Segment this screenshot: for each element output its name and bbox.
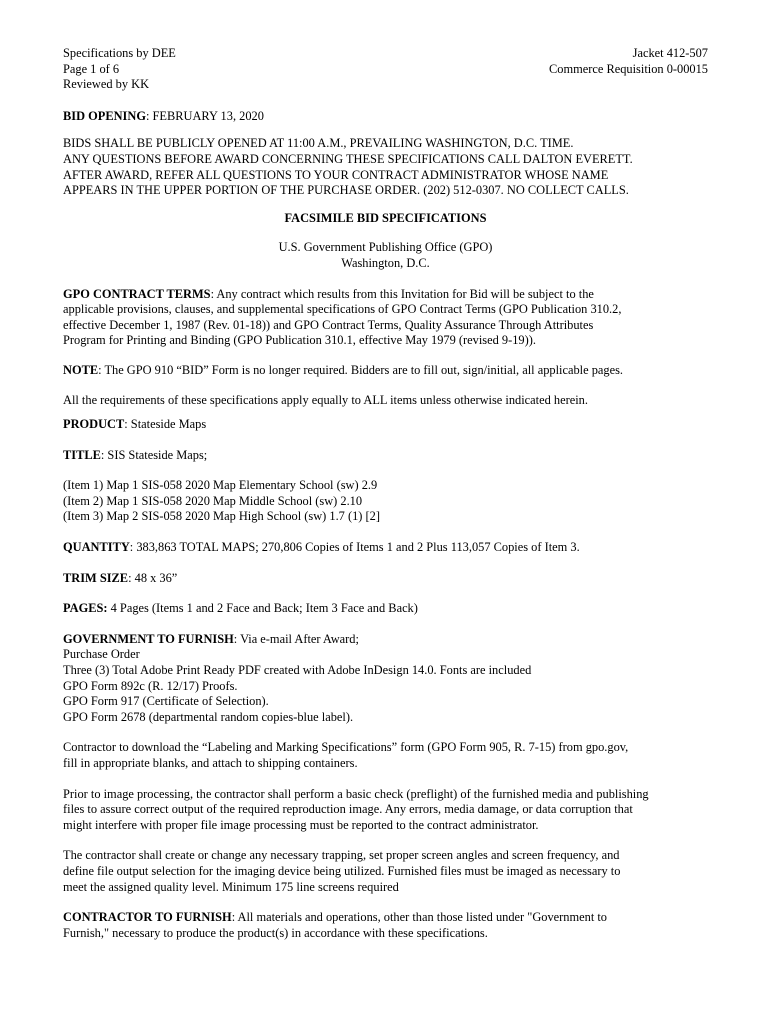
contract-terms-line: : Any contract which results from this Invitation for Bid will be subject to the	[210, 286, 594, 301]
paragraph-line: Prior to image processing, the contractor shall perform a basic check (preflight) of the furnished media and publishing	[63, 786, 649, 801]
list-item: (Item 2) Map 1 SIS-058 2020 Map Middle School (sw) 2.10	[63, 493, 363, 508]
item-list	[63, 478, 708, 525]
furnish-line: GPO Form 917 (Certificate of Selection).	[63, 694, 269, 709]
bid-opening-value: : FEBRUARY 13, 2020	[145, 108, 264, 123]
pages-value: 4 Pages (Items 1 and 2 Face and Back; Item 3 Face and Back)	[107, 601, 418, 616]
product	[63, 417, 708, 433]
contract-terms-line: effective December 1, 1987 (Rev. 01-18)) and GPO Contract Terms, Quality Assurance Through Attributes	[63, 317, 594, 332]
product-label: PRODUCT	[63, 417, 125, 432]
spec-author-line: Specifications by DEE	[63, 46, 176, 60]
paragraph-line: meet the assigned quality level. Minimum 175 line screens required	[63, 879, 399, 894]
jacket-number: Jacket 412-507	[632, 46, 708, 60]
title-label: TITLE	[63, 447, 101, 462]
trim-size-label: TRIM SIZE	[63, 570, 129, 585]
note	[63, 363, 708, 379]
furnish-line: Purchase Order	[63, 647, 140, 662]
furnish-line: GPO Form 2678 (departmental random copies-blue label).	[63, 709, 354, 724]
header-left	[63, 46, 176, 93]
list-item: (Item 1) Map 1 SIS-058 2020 Map Elementary School (sw) 2.9	[63, 478, 378, 493]
quantity	[63, 540, 708, 556]
notice-line: BIDS SHALL BE PUBLICLY OPENED AT 11:00 A.M., PREVAILING WASHINGTON, D.C. TIME.	[63, 136, 574, 151]
furnish-line: GPO Form 892c (R. 12/17) Proofs.	[63, 678, 238, 693]
document-page	[63, 46, 708, 941]
note-value: : The GPO 910 “BID” Form is no longer required. Bidders are to fill out, sign/initial, all applicable pages.	[98, 362, 624, 377]
contract-terms	[63, 287, 708, 349]
paragraph-line: Contractor to download the “Labeling and Marking Specifications” form (GPO Form 905, R. 7-15) from gpo.gov,	[63, 740, 629, 755]
bid-opening-label: BID OPENING	[63, 108, 146, 123]
title-value: : SIS Stateside Maps;	[100, 447, 208, 462]
government-furnish-label: GOVERNMENT TO FURNISH	[63, 631, 234, 646]
preflight-paragraph	[63, 787, 708, 834]
paragraph-line: might interfere with proper file image processing must be reported to the contract administrator.	[63, 817, 539, 832]
document-title-text: FACSIMILE BID SPECIFICATIONS	[284, 210, 487, 225]
reviewer-line: Reviewed by KK	[63, 77, 150, 92]
paragraph-line: define file output selection for the imaging device being utilized. Furnished files must be imaged as necessary to	[63, 863, 621, 878]
agency-block	[63, 240, 708, 271]
paragraph-line: : All materials and operations, other than those listed under "Government to	[231, 910, 607, 925]
contract-terms-line: applicable provisions, clauses, and supplemental specifications of GPO Contract Terms (GPO Publication 310.2,	[63, 302, 622, 317]
product-value: : Stateside Maps	[124, 417, 207, 432]
contract-terms-label: GPO CONTRACT TERMS	[63, 286, 211, 301]
agency-location: Washington, D.C.	[341, 255, 430, 270]
pages-label: PAGES:	[63, 601, 108, 616]
trim-size	[63, 571, 708, 587]
government-furnish-value: : Via e-mail After Award;	[233, 631, 359, 646]
note-label: NOTE	[63, 362, 99, 377]
government-furnish	[63, 632, 708, 726]
paragraph-line: Furnish," necessary to produce the product(s) in accordance with these specifications.	[63, 925, 488, 940]
pages	[63, 601, 708, 617]
header-right	[549, 46, 708, 93]
quantity-label: QUANTITY	[63, 540, 130, 555]
notice-line: ANY QUESTIONS BEFORE AWARD CONCERNING THESE SPECIFICATIONS CALL DALTON EVERETT.	[63, 151, 633, 166]
paragraph-line: fill in appropriate blanks, and attach to shipping containers.	[63, 756, 358, 770]
page-number-line: Page 1 of 6	[63, 61, 120, 76]
bid-notice	[63, 136, 708, 198]
document-title	[63, 211, 708, 227]
requisition-number: Commerce Requisition 0-00015	[549, 61, 708, 76]
contract-terms-line: Program for Printing and Binding (GPO Publication 310.1, effective May 1979 (revised 9-19)).	[63, 333, 536, 348]
trapping-paragraph	[63, 848, 708, 895]
notice-line: AFTER AWARD, REFER ALL QUESTIONS TO YOUR CONTRACT ADMINISTRATOR WHOSE NAME	[63, 167, 609, 182]
labeling-paragraph	[63, 740, 708, 771]
agency-name: U.S. Government Publishing Office (GPO)	[278, 240, 493, 255]
requirements-statement: All the requirements of these specifications apply equally to ALL items unless otherwise indicated herein.	[63, 392, 588, 407]
contractor-furnish	[63, 910, 708, 941]
trim-size-value: : 48 x 36”	[128, 570, 178, 585]
document-header	[63, 46, 708, 93]
quantity-value: : 383,863 TOTAL MAPS; 270,806 Copies of Items 1 and 2 Plus 113,057 Copies of Item 3.	[129, 540, 580, 555]
list-item: (Item 3) Map 2 SIS-058 2020 Map High School (sw) 1.7 (1) [2]	[63, 509, 380, 524]
contractor-furnish-label: CONTRACTOR TO FURNISH	[63, 910, 232, 925]
paragraph-line: files to assure correct output of the required reproduction image. Any errors, media damage, or data corruption that	[63, 802, 633, 817]
title-field	[63, 448, 708, 464]
bid-opening	[63, 109, 708, 125]
notice-line: APPEARS IN THE UPPER PORTION OF THE PURCHASE ORDER. (202) 512-0307. NO COLLECT CALLS.	[63, 183, 629, 198]
paragraph-line: The contractor shall create or change any necessary trapping, set proper screen angles and screen frequency, and	[63, 848, 620, 863]
furnish-line: Three (3) Total Adobe Print Ready PDF created with Adobe InDesign 14.0. Fonts are included	[63, 663, 532, 678]
